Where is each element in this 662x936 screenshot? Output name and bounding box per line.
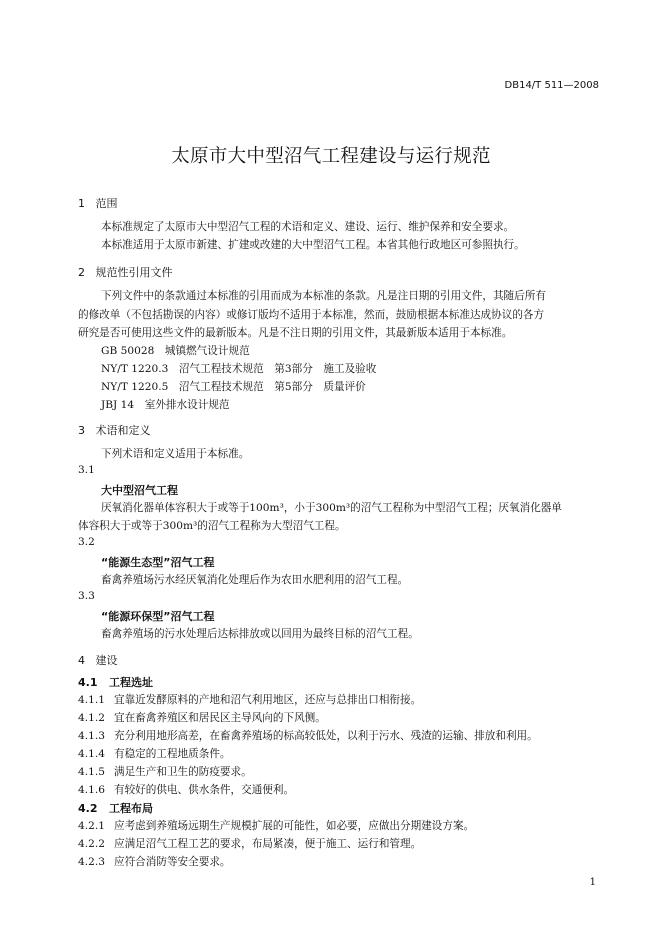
reference-item: NY/T 1220.3 沼气工程技术规范 第3部分 施工及验收 bbox=[101, 363, 377, 375]
clause bbox=[78, 782, 294, 797]
clause-number: 4.1.5 bbox=[78, 766, 105, 778]
term-definition-line: 畜禽养殖场的污水处理后达标排放或以回用为最终目标的沼气工程。 bbox=[101, 628, 419, 640]
clause-number: 4.2.3 bbox=[78, 856, 105, 868]
section-2-heading bbox=[78, 264, 173, 280]
document-title: 太原市大中型沼气工程建设与运行规范 bbox=[171, 146, 491, 167]
subsection-number: 4.2 bbox=[78, 802, 98, 815]
clause bbox=[78, 728, 538, 743]
term-title: 大中型沼气工程 bbox=[101, 484, 178, 497]
clause-number: 4.1.3 bbox=[78, 730, 105, 742]
clause-number: 4.1.1 bbox=[78, 694, 105, 706]
paragraph: 下列术语和定义适用于本标准。 bbox=[101, 448, 250, 460]
clause-text: 应考虑到养殖场远期生产规模扩展的可能性，如必要，应做出分期建设方案。 bbox=[114, 820, 475, 832]
section-4-heading bbox=[78, 652, 118, 668]
clause-number: 4.2.2 bbox=[78, 838, 105, 850]
clause bbox=[78, 710, 326, 725]
paragraph-line: 的修改单（不包括勘误的内容）或修订版均不适用于本标准，然而，鼓励根据本标准达成协议的各方 bbox=[78, 309, 545, 321]
term-definition-line: 体容积大于或等于300m³的沼气工程称为大型沼气工程。 bbox=[78, 520, 346, 532]
term-number: 3.2 bbox=[78, 536, 95, 548]
clause bbox=[78, 692, 421, 707]
term-title: “能源环保型”沼气工程 bbox=[101, 610, 215, 623]
section-number: 2 bbox=[78, 266, 85, 279]
document-code: DB14/T 511—2008 bbox=[504, 80, 599, 91]
clause-text: 应符合消防等安全要求。 bbox=[114, 856, 231, 868]
clause bbox=[78, 836, 421, 851]
term-number: 3.3 bbox=[78, 590, 95, 602]
subsection-heading bbox=[78, 674, 153, 690]
section-3-heading bbox=[78, 422, 151, 438]
subsection-title: 工程布局 bbox=[109, 802, 153, 815]
clause-number: 4.1.2 bbox=[78, 712, 105, 724]
section-title: 规范性引用文件 bbox=[95, 266, 173, 279]
clause-text: 宜在畜禽养殖区和居民区主导风向的下风侧。 bbox=[114, 712, 326, 724]
clause-number: 4.1.4 bbox=[78, 748, 105, 760]
paragraph-line: 下列文件中的条款通过本标准的引用而成为本标准的条款。凡是注日期的引用文件，其随后所有 bbox=[101, 290, 546, 302]
section-number: 3 bbox=[78, 424, 85, 437]
reference-item: GB 50028 城镇燃气设计规范 bbox=[101, 345, 250, 357]
clause-text: 满足生产和卫生的防疫要求。 bbox=[114, 766, 252, 778]
clause-text: 充分利用地形高差，在畜禽养殖场的标高较低处，以利于污水、残渣的运输、排放和利用。 bbox=[114, 730, 538, 742]
term-title: “能源生态型”沼气工程 bbox=[101, 556, 215, 569]
clause bbox=[78, 764, 252, 779]
section-number: 1 bbox=[78, 197, 85, 210]
reference-item: JBJ 14 室外排水设计规范 bbox=[101, 399, 230, 411]
subsection-number: 4.1 bbox=[78, 676, 98, 689]
clause-text: 有稳定的工程地质条件。 bbox=[114, 748, 231, 760]
term-definition-line: 厌氧消化器单体容积大于或等于100m³，小于300m³的沼气工程称为中型沼气工程；厌氧消化器单 bbox=[101, 502, 562, 514]
clause bbox=[78, 746, 231, 761]
subsection-title: 工程选址 bbox=[109, 676, 153, 689]
reference-item: NY/T 1220.5 沼气工程技术规范 第5部分 质量评价 bbox=[101, 381, 366, 393]
page-number: 1 bbox=[589, 877, 596, 888]
clause-number: 4.1.6 bbox=[78, 784, 105, 796]
clause bbox=[78, 818, 474, 833]
section-title: 建设 bbox=[95, 654, 118, 667]
section-1-heading bbox=[78, 195, 118, 211]
section-title: 术语和定义 bbox=[95, 424, 151, 437]
clause-text: 宜靠近发酵原料的产地和沼气利用地区，还应与总排出口相衔接。 bbox=[114, 694, 422, 706]
clause-text: 有较好的供电、供水条件，交通便利。 bbox=[114, 784, 295, 796]
section-title: 范围 bbox=[95, 197, 118, 210]
term-definition-line: 畜禽养殖场污水经厌氧消化处理后作为农田水肥利用的沼气工程。 bbox=[101, 574, 409, 586]
clause-text: 应满足沼气工程工艺的要求，布局紧凑，便于施工、运行和管理。 bbox=[114, 838, 422, 850]
paragraph: 本标准适用于太原市新建、扩建或改建的大中型沼气工程。本省其他行政地区可参照执行。 bbox=[101, 239, 525, 251]
paragraph: 本标准规定了太原市大中型沼气工程的术语和定义、建设、运行、维护保养和安全要求。 bbox=[101, 221, 515, 233]
section-number: 4 bbox=[78, 654, 85, 667]
clause-number: 4.2.1 bbox=[78, 820, 105, 832]
term-number: 3.1 bbox=[78, 464, 95, 476]
clause bbox=[78, 854, 231, 869]
paragraph-line: 研究是否可使用这些文件的最新版本。凡是不注日期的引用文件，其最新版本适用于本标准。 bbox=[78, 327, 513, 339]
subsection-heading bbox=[78, 800, 153, 816]
